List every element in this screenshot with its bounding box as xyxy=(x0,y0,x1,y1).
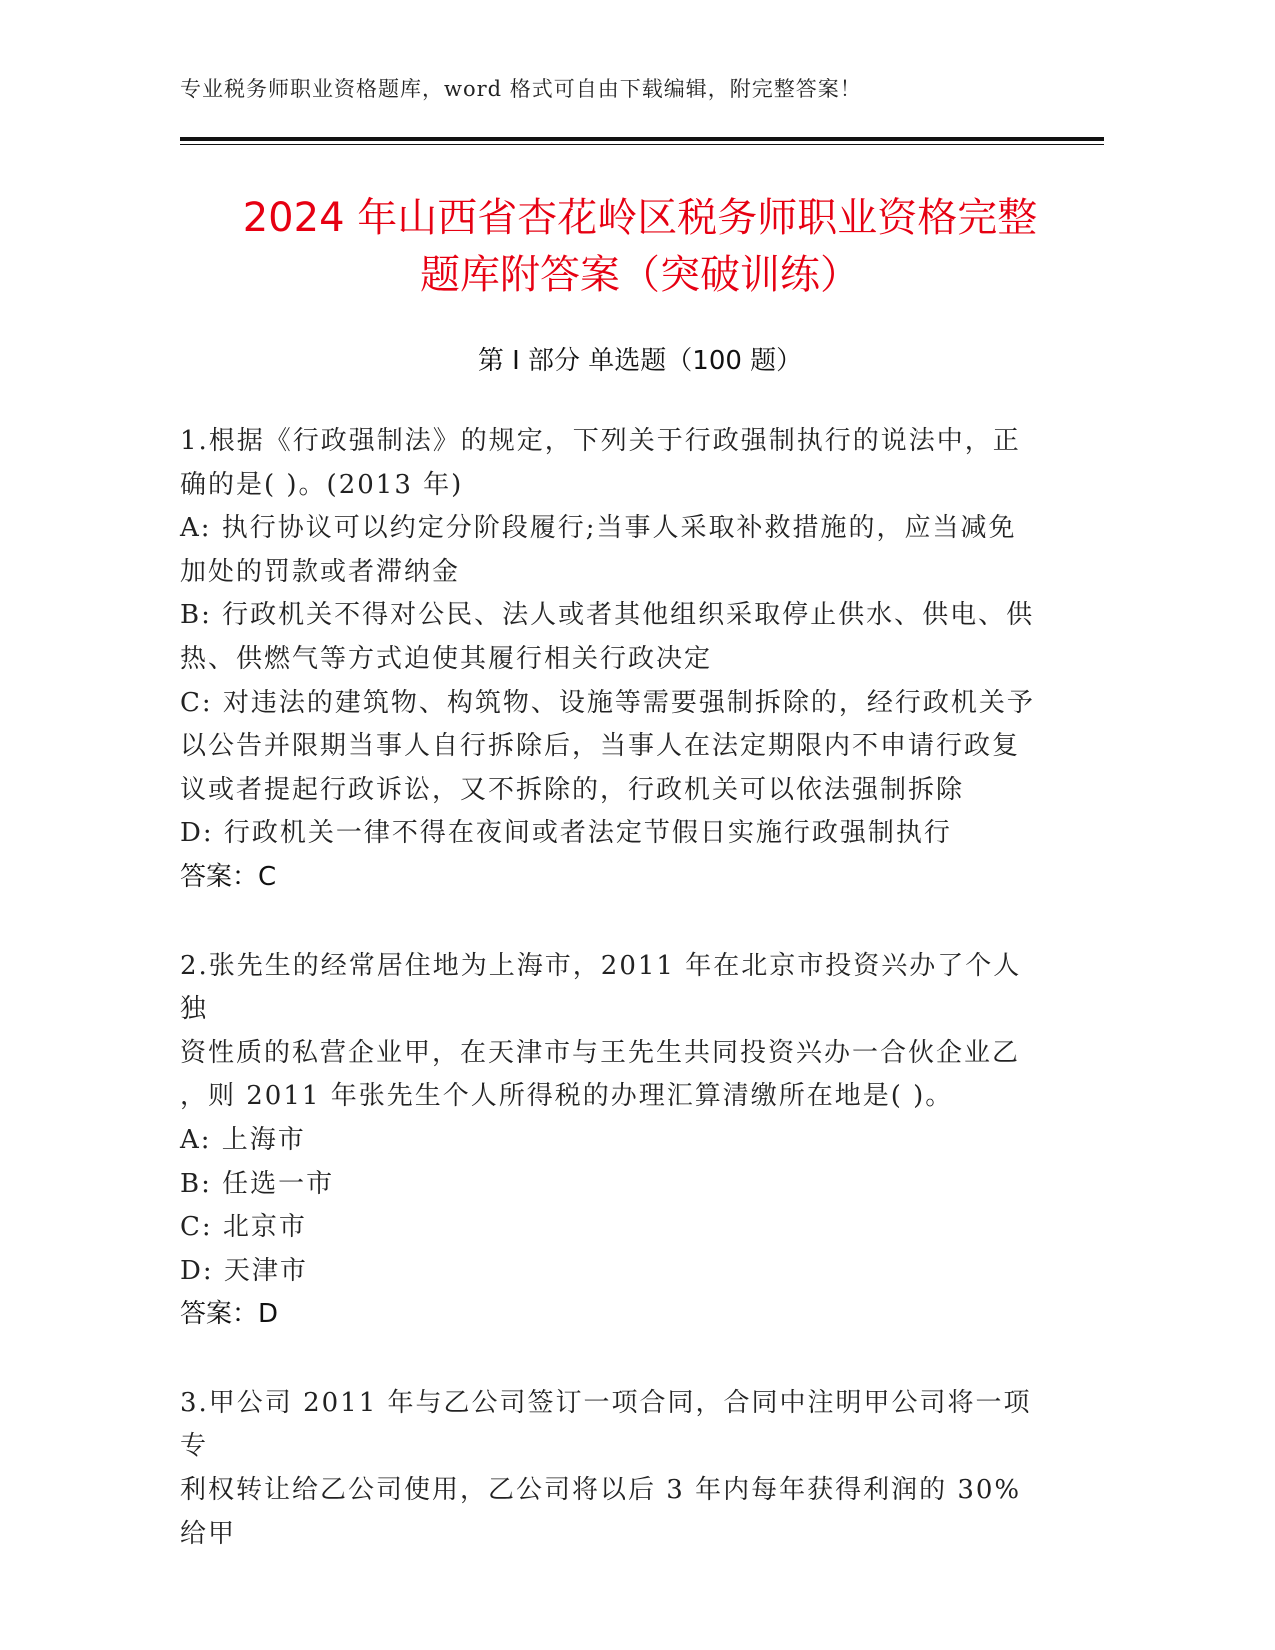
question-spacer xyxy=(180,1337,1035,1382)
question-stem-line: 1.根据《行政强制法》的规定，下列关于行政强制执行的说法中，正 xyxy=(180,426,1021,456)
question-stem-line: 资性质的私营企业甲，在天津市与王先生共同投资兴办一合伙企业乙 xyxy=(180,1037,1021,1068)
question-option-line: 加处的罚款或者滞纳金 xyxy=(180,556,461,587)
title-line-2: 题库附答案（突破训练） xyxy=(420,252,860,298)
section-title: 第 I 部分 单选题（100 题） xyxy=(477,346,803,376)
question-option-line: 议或者提起行政诉讼，又不拆除的，行政机关可以依法强制拆除 xyxy=(180,774,965,805)
questions-list xyxy=(180,420,1035,1556)
question-option-line: D: 天津市 xyxy=(180,1255,308,1286)
document-title xyxy=(140,190,1140,304)
header-rule-thin xyxy=(180,144,1104,145)
answer-line: 答案：C xyxy=(180,861,277,892)
answer-line: 答案：D xyxy=(180,1299,279,1330)
question-option-line: C: 对违法的建筑物、构筑物、设施等需要强制拆除的，经行政机关予 xyxy=(180,687,1035,718)
question-stem-line: 3.甲公司 2011 年与乙公司签订一项合同，合同中注明甲公司将一项专 xyxy=(180,1387,1032,1462)
question-stem-line: 利权转让给乙公司使用，乙公司将以后 3 年内每年获得利润的 30%给甲 xyxy=(180,1475,1022,1549)
question-option-line: C: 北京市 xyxy=(180,1212,307,1243)
header-note: 专业税务师职业资格题库，word 格式可自由下载编辑，附完整答案！ xyxy=(180,77,862,101)
question-block xyxy=(180,420,1035,900)
question-option-line: B: 任选一市 xyxy=(180,1168,335,1199)
question-option-line: D: 行政机关一律不得在夜间或者法定节假日实施行政强制执行 xyxy=(180,818,952,849)
question-stem-line: ，则 2011 年张先生个人所得税的办理汇算清缴所在地是( )。 xyxy=(180,1081,954,1112)
question-option-line: B: 行政机关不得对公民、法人或者其他组织采取停止供水、供电、供 xyxy=(180,600,1035,631)
question-option-line: A: 上海市 xyxy=(180,1124,306,1155)
question-option-line: 热、供燃气等方式迫使其履行相关行政决定 xyxy=(180,643,713,674)
question-spacer xyxy=(180,900,1035,945)
question-block xyxy=(180,945,1035,1337)
title-line-1: 2024 年山西省杏花岭区税务师职业资格完整 xyxy=(242,195,1038,241)
question-option-line: A: 执行协议可以约定分阶段履行;当事人采取补救措施的，应当减免 xyxy=(180,513,1017,544)
header-rule-thick xyxy=(180,137,1104,141)
question-block xyxy=(180,1382,1035,1556)
question-stem-line: 2.张先生的经常居住地为上海市，2011 年在北京市投资兴办了个人独 xyxy=(180,950,1022,1025)
question-stem-line: 确的是( )。(2013 年) xyxy=(180,469,464,500)
question-option-line: 以公告并限期当事人自行拆除后，当事人在法定期限内不申请行政复 xyxy=(180,731,1021,762)
